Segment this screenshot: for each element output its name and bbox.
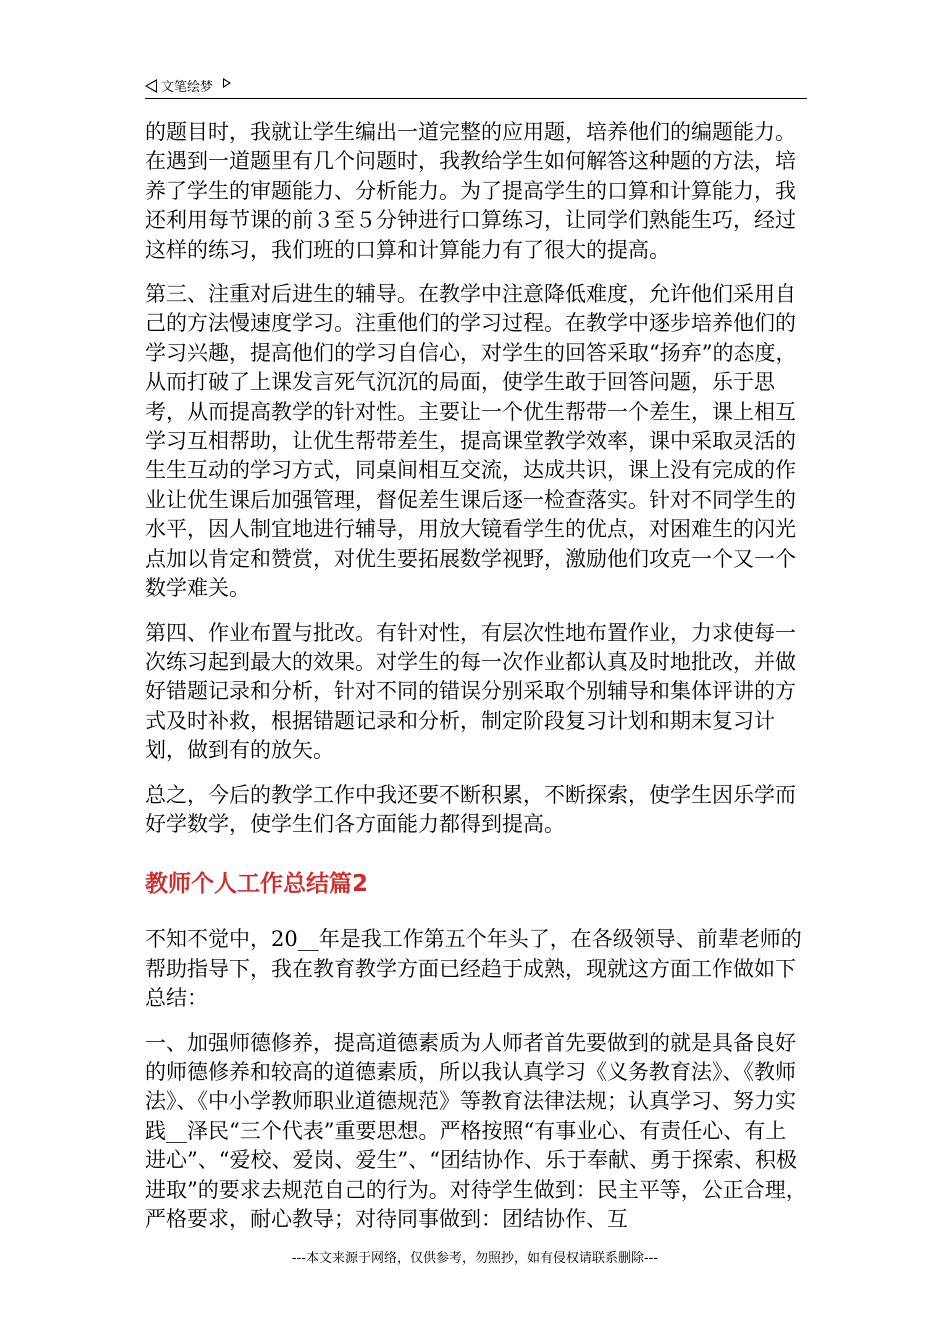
paragraph: 总之，今后的教学工作中我还要不断积累，不断探索，使学生因乐学而好学数学，使学生们各方面能力都得到提高。 (145, 782, 796, 836)
header-brand-group (145, 76, 231, 95)
section-title: 教师个人工作总结篇2 (145, 871, 369, 898)
paragraph: 不知不觉中，20__年是我工作第五个年头了，在各级领导、前辈老师的帮助指导下，我在教育教学方面已经趋于成熟，现就这方面工作做如下总结： (145, 927, 802, 1011)
paragraph: 第四、作业布置与批改。有针对性，有层次性地布置作业，力求使每一次练习起到最大的效果。对学生的每一次作业都认真及时地批改，并做好错题记录和分析，针对不同的错误分别采取个别辅导和集体评讲的方式及时补救，根据错题记录和分析，制定阶段复习计划和期末复习计划，做到有的放矢。 (145, 620, 796, 763)
document-body (145, 118, 807, 1249)
header-brand: 文笔绘梦 (161, 80, 214, 95)
paragraph: 第三、注重对后进生的辅导。在教学中注意降低难度，允许他们采用自己的方法慢速度学习。注重他们的学习过程。在教学中逐步培养他们的学习兴趣，提高他们的学习自信心，对学生的回答采取“扬弃”的态度，从而打破了上课发言死气沉沉的局面，使学生敢于回答问题，乐于思考，从而提高教学的针对性。主要让一个优生帮带一个差生，课上相互学习互相帮助，让优生帮带差生，提高课堂教学效率，课中采取灵活的生生互动的学习方式，同桌间相互交流，达成共识，课上没有完成的作业让优生课后加强管理，督促差生课后逐一检查落实。针对不同学生的水平，因人制宜地进行辅导，用放大镜看学生的优点，对困难生的闪光点加以肯定和赞赏，对优生要拓展数学视野，激励他们攻克一个又一个数学难关。 (145, 282, 797, 601)
triangle-right-icon (223, 78, 231, 88)
paragraph: 的题目时，我就让学生编出一道完整的应用题，培养他们的编题能力。在遇到一道题里有几个问题时，我教给学生如何解答这种题的方法，培养了学生的审题能力、分析能力。为了提高学生的口算和计算能力，我还利用每节课的前３至５分钟进行口算练习，让同学们熟能生巧，经过这样的练习，我们班的口算和计算能力有了很大的提高。 (145, 120, 796, 262)
page-header (145, 74, 807, 99)
triangle-left-icon (145, 79, 157, 93)
paragraph: 一、加强师德修养，提高道德素质为人师者首先要做到的就是具备良好的师德修养和较高的道德素质，所以我认真学习《义务教育法》、《教师法》、《中小学教师职业道德规范》等教育法律法规；认真学习、努力实践__泽民“三个代表”重要思想。严格按照“有事业心、有责任心、有上进心”、“爱校、爱岗、爱生”、“团结协作、乐于奉献、勇于探索、积极进取”的要求去规范自己的行为。对待学生做到：民主平等，公正合理，严格要求，耐心教导；对待同事做到：团结协作、互 (145, 1030, 807, 1231)
page-footer: ---本文来源于网络，仅供参考，勿照抄，如有侵权请联系删除--- (291, 1251, 659, 1266)
